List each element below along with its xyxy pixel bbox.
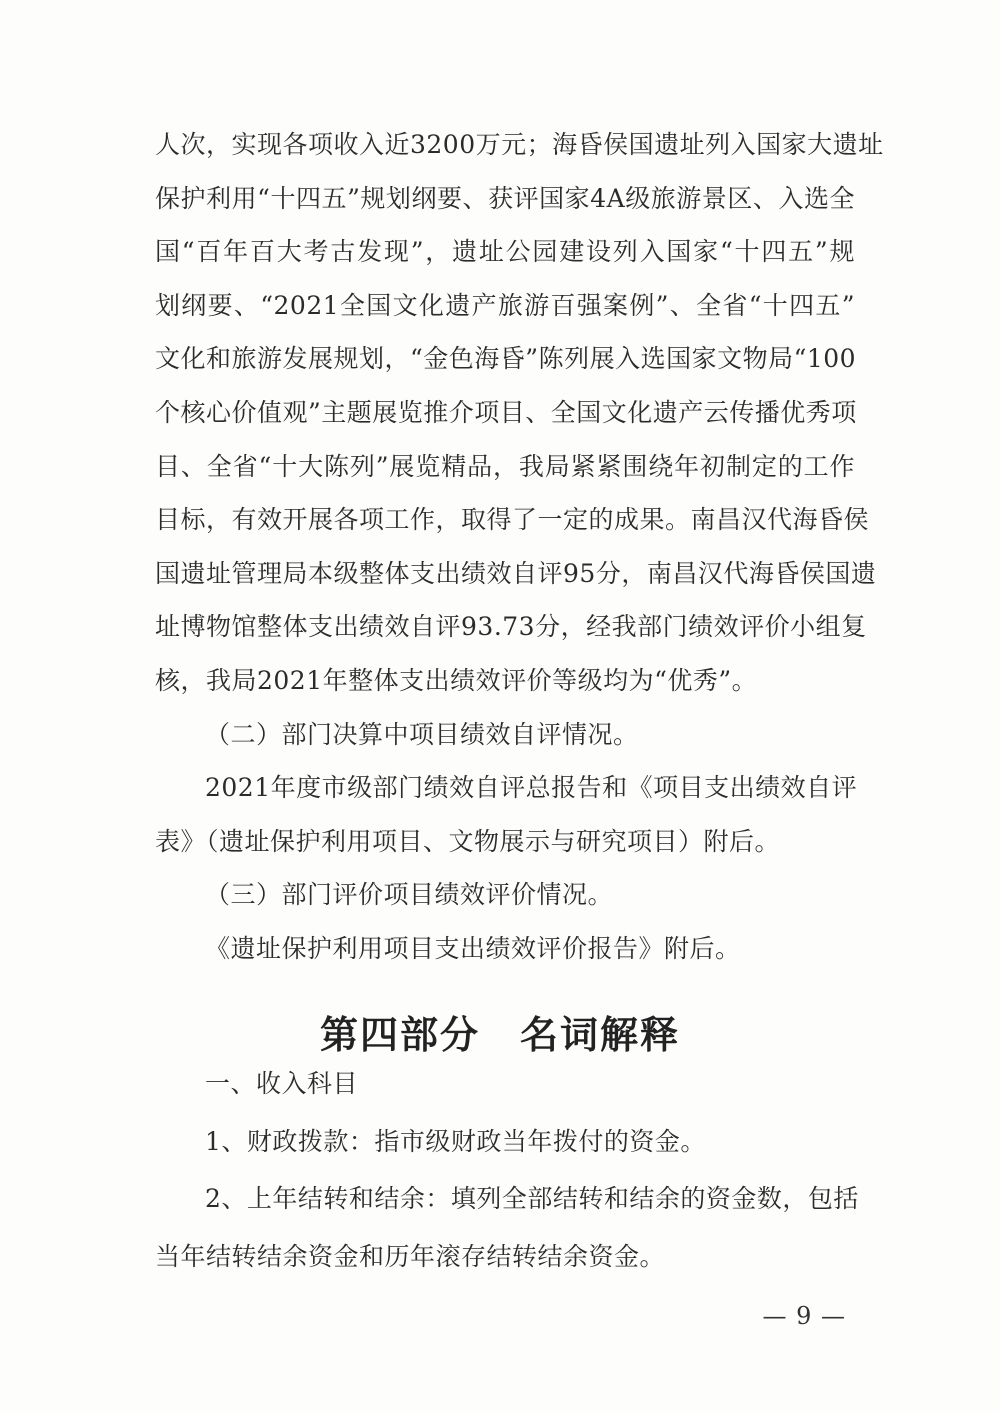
paragraph-line: 国遗址管理局本级整体支出绩效自评95分，南昌汉代海昏侯国遗 bbox=[155, 558, 877, 588]
paragraph-line: 目、全省“十大陈列”展览精品，我局紧紧围绕年初制定的工作 bbox=[155, 451, 855, 481]
paragraph-line: 址博物馆整体支出绩效自评93.73分，经我部门绩效评价小组复 bbox=[155, 612, 867, 642]
glossary-item: 2、上年结转和结余：填列全部结转和结余的资金数，包括 bbox=[205, 1184, 859, 1213]
glossary-heading: 一、收入科目 bbox=[205, 1069, 359, 1098]
section-title: 第四部分 名词解释 bbox=[319, 1012, 680, 1057]
paragraph-line: 《遗址保护利用项目支出绩效评价报告》附后。 bbox=[205, 933, 741, 963]
paragraph-line: 核，我局2021年整体支出绩效评价等级均为“优秀”。 bbox=[155, 665, 758, 695]
glossary-item-continuation: 当年结转结余资金和历年滚存结转结余资金。 bbox=[155, 1241, 666, 1271]
paragraph-line: 表》（遗址保护利用项目、文物展示与研究项目）附后。 bbox=[155, 826, 781, 856]
paragraph-line: 人次，实现各项收入近3200万元；海昏侯国遗址列入国家大遗址 bbox=[155, 130, 884, 159]
subheading-three: （三）部门评价项目绩效评价情况。 bbox=[205, 880, 614, 910]
body-text bbox=[155, 118, 884, 976]
paragraph-line: 文化和旅游发展规划，“金色海昏”陈列展入选国家文物局“100 bbox=[155, 344, 857, 374]
paragraph-line: 保护利用“十四五”规划纲要、获评国家4A级旅游景区、入选全 bbox=[155, 183, 855, 213]
page-number: — 9 — bbox=[762, 1302, 846, 1330]
paragraph-line: 目标，有效开展各项工作，取得了一定的成果。南昌汉代海昏侯 bbox=[155, 505, 870, 535]
glossary-item: 1、财政拨款：指市级财政当年拨付的资金。 bbox=[205, 1126, 706, 1156]
paragraph-line: 2021年度市级部门绩效自评总报告和《项目支出绩效自评 bbox=[205, 773, 858, 803]
glossary-section bbox=[155, 1055, 859, 1285]
paragraph-line: 国“百年百大考古发现”，遗址公园建设列入国家“十四五”规 bbox=[155, 237, 855, 267]
subheading-two: （二）部门决算中项目绩效自评情况。 bbox=[205, 719, 639, 749]
paragraph-line: 划纲要、“2021全国文化遗产旅游百强案例”、全省“十四五” bbox=[155, 290, 855, 320]
paragraph-line: 个核心价值观”主题展览推介项目、全国文化遗产云传播优秀项 bbox=[155, 397, 857, 427]
